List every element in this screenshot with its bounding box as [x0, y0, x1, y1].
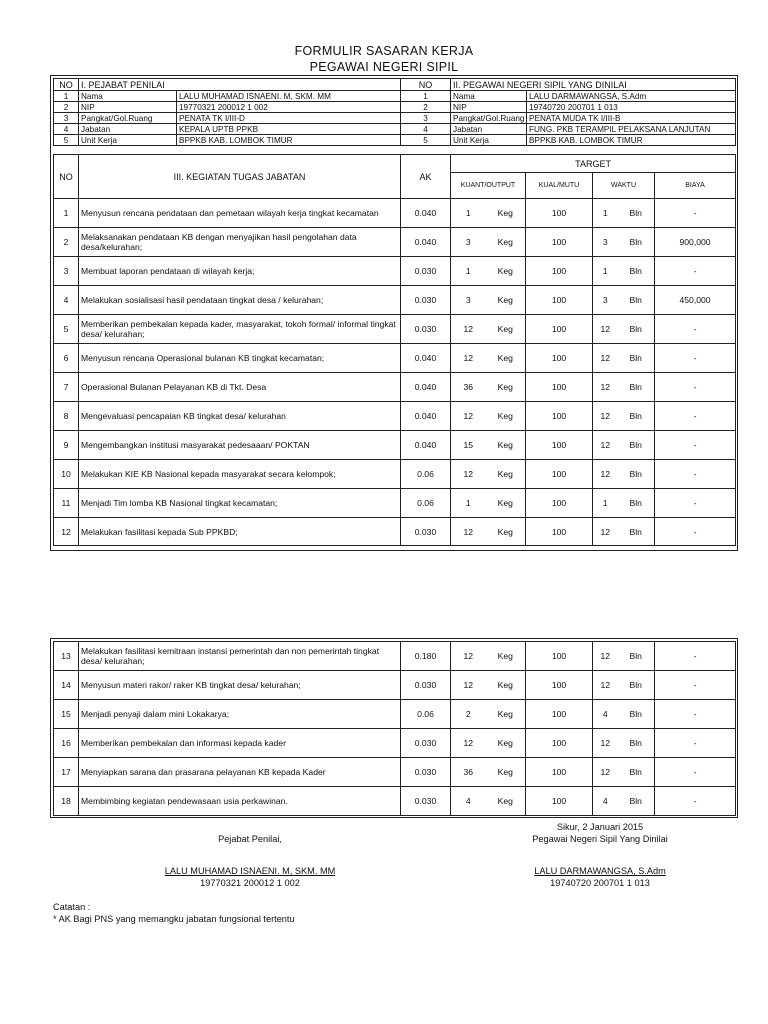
pegawai-row-value: 19740720 200701 1 013: [527, 102, 736, 113]
activity-quality: 100: [526, 315, 593, 344]
activity-unit: Keg: [486, 489, 526, 518]
activity-row: [54, 431, 736, 460]
activity-quantity: 3: [451, 286, 486, 315]
activity-unit: Keg: [486, 518, 526, 546]
pejabat-row-label: NIP: [79, 102, 177, 113]
activity-quality: 100: [526, 431, 593, 460]
activity-description: Menyusun materi rakor/ raker KB tingkat desa/ kelurahan;: [79, 671, 401, 700]
activity-quantity: 36: [451, 373, 486, 402]
activity-description: Melaksanakan pendataan KB dengan menyajikan hasil pengolahan data desa/kelurahan;: [79, 228, 401, 257]
activity-quality: 100: [526, 729, 593, 758]
activity-time-unit: Bln: [618, 228, 655, 257]
activity-cost: 900,000: [655, 228, 736, 257]
activity-quality: 100: [526, 286, 593, 315]
activity-no: 12: [54, 518, 79, 546]
activity-quantity: 4: [451, 787, 486, 816]
activity-row: [54, 286, 736, 315]
pegawai-row-value: FUNG. PKB TERAMPIL PELAKSANA LANJUTAN: [527, 124, 736, 135]
pejabat-header: I. PEJABAT PENILAI: [79, 79, 401, 91]
activity-time-unit: Bln: [618, 729, 655, 758]
pegawai-row-value: BPPKB KAB. LOMBOK TIMUR: [527, 135, 736, 146]
activity-cost: -: [655, 199, 736, 228]
activity-ak: 0.040: [401, 199, 451, 228]
activity-time-unit: Bln: [618, 671, 655, 700]
activity-no: 8: [54, 402, 79, 431]
signature-date: Sikur, 2 Januari 2015: [556, 822, 644, 832]
activity-description: Melakukan fasilitasi kemitraan instansi pemerintah dan non pemerintah tingkat desa/ kelurahan;: [79, 642, 401, 671]
activity-time: 12: [593, 344, 618, 373]
activity-unit: Keg: [486, 758, 526, 787]
activity-cost: -: [655, 344, 736, 373]
activity-ak: 0.030: [401, 286, 451, 315]
activity-time: 1: [593, 199, 618, 228]
activity-time: 12: [593, 431, 618, 460]
notes-label: Catatan :: [53, 902, 91, 912]
activity-description: Melakukan KIE KB Nasional kepada masyarakat secara kelompok;: [79, 460, 401, 489]
activity-quantity: 36: [451, 758, 486, 787]
activities-table-continued: [53, 641, 736, 816]
activity-time: 12: [593, 518, 618, 546]
activity-row: [54, 671, 736, 700]
activity-description: Mengembangkan institusi masyarakat pedesaaan/ POKTAN: [79, 431, 401, 460]
activity-quantity: 12: [451, 460, 486, 489]
col-biaya: BIAYA: [655, 173, 736, 199]
activity-no: 11: [54, 489, 79, 518]
activity-unit: Keg: [486, 787, 526, 816]
activity-quality: 100: [526, 671, 593, 700]
activity-no: 18: [54, 787, 79, 816]
activity-unit: Keg: [486, 642, 526, 671]
activity-description: Membuat laporan pendataan di wilayah kerja;: [79, 257, 401, 286]
activity-no: 3: [54, 257, 79, 286]
signature-right-name: LALU DARMAWANGSA, S.Adm: [534, 866, 666, 876]
activity-time-unit: Bln: [618, 787, 655, 816]
activity-row: [54, 315, 736, 344]
pejabat-row-label: Pangkat/Gol.Ruang: [79, 113, 177, 124]
activity-quality: 100: [526, 518, 593, 546]
pegawai-row-no: 4: [401, 124, 451, 135]
activity-unit: Keg: [486, 671, 526, 700]
pejabat-row-value: BPPKB KAB. LOMBOK TIMUR: [177, 135, 401, 146]
activity-description: Menjadi Tim lomba KB Nasional tingkat kecamatan;: [79, 489, 401, 518]
pejabat-row-no: 3: [54, 113, 79, 124]
activity-ak: 0.040: [401, 228, 451, 257]
activity-ak: 0.030: [401, 787, 451, 816]
activity-time: 1: [593, 489, 618, 518]
activity-description: Menyusun rencana pendataan dan pemetaan wilayah kerja tingkat kecamatan: [79, 199, 401, 228]
activity-ak: 0.180: [401, 642, 451, 671]
activity-no: 5: [54, 315, 79, 344]
activity-ak: 0.06: [401, 460, 451, 489]
activity-no: 14: [54, 671, 79, 700]
pejabat-row-no: 5: [54, 135, 79, 146]
activity-no: 4: [54, 286, 79, 315]
activity-quality: 100: [526, 489, 593, 518]
activity-description: Menjadi penyaji dalam mini Lokakarya;: [79, 700, 401, 729]
pegawai-row-no: 5: [401, 135, 451, 146]
pejabat-row-no: 4: [54, 124, 79, 135]
activity-quantity: 3: [451, 228, 486, 257]
activity-quality: 100: [526, 402, 593, 431]
activity-time: 4: [593, 700, 618, 729]
activity-cost: -: [655, 700, 736, 729]
activity-quantity: 12: [451, 402, 486, 431]
activity-unit: Keg: [486, 257, 526, 286]
activity-quantity: 2: [451, 700, 486, 729]
activity-quality: 100: [526, 787, 593, 816]
pejabat-row-value: 19770321 200012 1 002: [177, 102, 401, 113]
col-kuant: KUANT/OUTPUT: [451, 173, 526, 199]
signature-right-role: Pegawai Negeri Sipil Yang Dinilai: [532, 834, 668, 844]
activity-no: 15: [54, 700, 79, 729]
col-kual: KUAL/MUTU: [526, 173, 593, 199]
activity-time-unit: Bln: [618, 431, 655, 460]
activity-quantity: 12: [451, 642, 486, 671]
activity-quality: 100: [526, 199, 593, 228]
activity-row: [54, 518, 736, 546]
activity-row: [54, 199, 736, 228]
activity-cost: -: [655, 489, 736, 518]
pegawai-row-no: 3: [401, 113, 451, 124]
activity-quantity: 12: [451, 671, 486, 700]
activity-ak: 0.040: [401, 373, 451, 402]
activity-time-unit: Bln: [618, 344, 655, 373]
activity-time-unit: Bln: [618, 642, 655, 671]
pegawai-row-no: 1: [401, 91, 451, 102]
pegawai-row-value: LALU DARMAWANGSA, S.Adm: [527, 91, 736, 102]
activity-quality: 100: [526, 228, 593, 257]
col-ak: AK: [401, 155, 451, 199]
identity-row: [54, 102, 736, 113]
activity-cost: -: [655, 671, 736, 700]
activity-row: [54, 489, 736, 518]
activity-description: Memberikan pembekalan kepada kader, masyarakat, tokoh formal/ informal tingkat desa/ kelurahan;: [79, 315, 401, 344]
col-waktu: WAKTU: [593, 173, 655, 199]
activity-unit: Keg: [486, 315, 526, 344]
activity-ak: 0.030: [401, 671, 451, 700]
activity-quantity: 12: [451, 729, 486, 758]
activity-unit: Keg: [486, 228, 526, 257]
activity-no: 13: [54, 642, 79, 671]
identity-table: [53, 78, 736, 146]
activity-description: Menyusun rencana Operasional bulanan KB tingkat kecamatan;: [79, 344, 401, 373]
activity-quantity: 12: [451, 344, 486, 373]
pegawai-row-label: Unit Kerja: [451, 135, 527, 146]
activity-no: 10: [54, 460, 79, 489]
activity-row: [54, 700, 736, 729]
activity-time: 1: [593, 257, 618, 286]
pejabat-row-value: LALU MUHAMAD ISNAENI. M, SKM. MM: [177, 91, 401, 102]
activity-unit: Keg: [486, 402, 526, 431]
activity-no: 6: [54, 344, 79, 373]
activity-no: 2: [54, 228, 79, 257]
activity-unit: Keg: [486, 199, 526, 228]
activity-description: Memberikan pembekalan dan informasi kepada kader: [79, 729, 401, 758]
form-subtitle: PEGAWAI NEGERI SIPIL: [309, 60, 459, 74]
signature-left-name: LALU MUHAMAD ISNAENI. M, SKM. MM: [164, 866, 336, 876]
activity-no: 17: [54, 758, 79, 787]
activity-time-unit: Bln: [618, 758, 655, 787]
activity-cost: -: [655, 729, 736, 758]
activity-ak: 0.030: [401, 758, 451, 787]
pegawai-row-label: Jabatan: [451, 124, 527, 135]
activity-time-unit: Bln: [618, 489, 655, 518]
pejabat-row-no: 1: [54, 91, 79, 102]
activity-cost: -: [655, 257, 736, 286]
activity-row: [54, 729, 736, 758]
activity-description: Melakukan sosialisasi hasil pendataan tingkat desa / kelurahan;: [79, 286, 401, 315]
activity-cost: -: [655, 431, 736, 460]
activity-unit: Keg: [486, 729, 526, 758]
activity-quality: 100: [526, 344, 593, 373]
identity-row: [54, 135, 736, 146]
activity-quantity: 1: [451, 199, 486, 228]
signature-left-role: Pejabat Penilai,: [218, 834, 282, 844]
activity-no: 7: [54, 373, 79, 402]
col-kegiatan: III. KEGIATAN TUGAS JABATAN: [79, 155, 401, 199]
activity-description: Melakukan fasilitasi kepada Sub PPKBD;: [79, 518, 401, 546]
identity-row: [54, 91, 736, 102]
pegawai-header: II. PEGAWAI NEGERI SIPIL YANG DINILAI: [451, 79, 736, 91]
activity-row: [54, 642, 736, 671]
pejabat-no-header: NO: [54, 79, 79, 91]
activity-time: 12: [593, 460, 618, 489]
activity-cost: -: [655, 373, 736, 402]
pejabat-row-value: PENATA TK I/III-D: [177, 113, 401, 124]
activity-ak: 0.030: [401, 257, 451, 286]
activity-time: 12: [593, 729, 618, 758]
activity-ak: 0.030: [401, 315, 451, 344]
activity-ak: 0.040: [401, 431, 451, 460]
activity-unit: Keg: [486, 460, 526, 489]
activity-cost: -: [655, 758, 736, 787]
pegawai-no-header: NO: [401, 79, 451, 91]
activity-time: 12: [593, 642, 618, 671]
activity-row: [54, 344, 736, 373]
activity-quantity: 1: [451, 489, 486, 518]
activity-quality: 100: [526, 257, 593, 286]
activity-quality: 100: [526, 758, 593, 787]
pegawai-row-value: PENATA MUDA TK I/III-B: [527, 113, 736, 124]
activity-row: [54, 257, 736, 286]
activity-quantity: 15: [451, 431, 486, 460]
pegawai-row-label: Pangkat/Gol.Ruang: [451, 113, 527, 124]
activity-description: Menyiapkan sarana dan prasarana pelayanan KB kepada Kader: [79, 758, 401, 787]
form-title: FORMULIR SASARAN KERJA: [294, 44, 474, 58]
pejabat-row-label: Nama: [79, 91, 177, 102]
activity-quantity: 1: [451, 257, 486, 286]
activity-unit: Keg: [486, 286, 526, 315]
activity-time: 3: [593, 228, 618, 257]
col-target: TARGET: [451, 155, 736, 173]
activity-time-unit: Bln: [618, 315, 655, 344]
activity-time: 3: [593, 286, 618, 315]
col-no: NO: [54, 155, 79, 199]
activity-description: Mengevaluasi pencapaian KB tingkat desa/ kelurahan: [79, 402, 401, 431]
activity-ak: 0.040: [401, 402, 451, 431]
notes-text: * AK Bagi PNS yang memangku jabatan fungsional tertentu: [53, 914, 295, 924]
activity-ak: 0.030: [401, 729, 451, 758]
pejabat-row-value: KEPALA UPTB PPKB: [177, 124, 401, 135]
pegawai-row-label: Nama: [451, 91, 527, 102]
activity-ak: 0.06: [401, 700, 451, 729]
signature-left-nip: 19770321 200012 1 002: [200, 878, 300, 888]
activity-time-unit: Bln: [618, 257, 655, 286]
activity-row: [54, 787, 736, 816]
activity-row: [54, 758, 736, 787]
pejabat-row-label: Jabatan: [79, 124, 177, 135]
signature-right-nip: 19740720 200701 1 013: [550, 878, 650, 888]
activity-time: 12: [593, 373, 618, 402]
activity-time: 12: [593, 758, 618, 787]
activity-time-unit: Bln: [618, 700, 655, 729]
activity-quantity: 12: [451, 518, 486, 546]
activity-ak: 0.030: [401, 518, 451, 546]
activity-cost: -: [655, 460, 736, 489]
activity-cost: 450,000: [655, 286, 736, 315]
activity-time: 12: [593, 671, 618, 700]
pejabat-row-no: 2: [54, 102, 79, 113]
activity-no: 9: [54, 431, 79, 460]
identity-row: [54, 124, 736, 135]
activity-no: 1: [54, 199, 79, 228]
activity-quality: 100: [526, 373, 593, 402]
pejabat-row-label: Unit Kerja: [79, 135, 177, 146]
activity-cost: -: [655, 787, 736, 816]
activity-time-unit: Bln: [618, 286, 655, 315]
activity-time-unit: Bln: [618, 402, 655, 431]
activity-unit: Keg: [486, 373, 526, 402]
activity-cost: -: [655, 315, 736, 344]
activity-unit: Keg: [486, 431, 526, 460]
activity-quality: 100: [526, 642, 593, 671]
activity-quality: 100: [526, 700, 593, 729]
activity-time-unit: Bln: [618, 460, 655, 489]
activities-table: [53, 154, 736, 546]
activity-row: [54, 228, 736, 257]
activity-unit: Keg: [486, 700, 526, 729]
identity-row: [54, 113, 736, 124]
pegawai-row-label: NIP: [451, 102, 527, 113]
activity-row: [54, 460, 736, 489]
activity-time: 12: [593, 315, 618, 344]
activity-ak: 0.06: [401, 489, 451, 518]
activity-time-unit: Bln: [618, 373, 655, 402]
activity-time-unit: Bln: [618, 518, 655, 546]
activity-no: 16: [54, 729, 79, 758]
activity-cost: -: [655, 642, 736, 671]
activity-ak: 0.040: [401, 344, 451, 373]
activity-row: [54, 373, 736, 402]
activity-quantity: 12: [451, 315, 486, 344]
activity-row: [54, 402, 736, 431]
activity-time-unit: Bln: [618, 199, 655, 228]
activity-cost: -: [655, 518, 736, 546]
activity-time: 12: [593, 402, 618, 431]
activity-time: 4: [593, 787, 618, 816]
activity-cost: -: [655, 402, 736, 431]
activity-description: Operasional Bulanan Pelayanan KB di Tkt. Desa: [79, 373, 401, 402]
activity-unit: Keg: [486, 344, 526, 373]
pegawai-row-no: 2: [401, 102, 451, 113]
activity-description: Membimbing kegiatan pendewasaan usia perkawinan.: [79, 787, 401, 816]
activity-quality: 100: [526, 460, 593, 489]
